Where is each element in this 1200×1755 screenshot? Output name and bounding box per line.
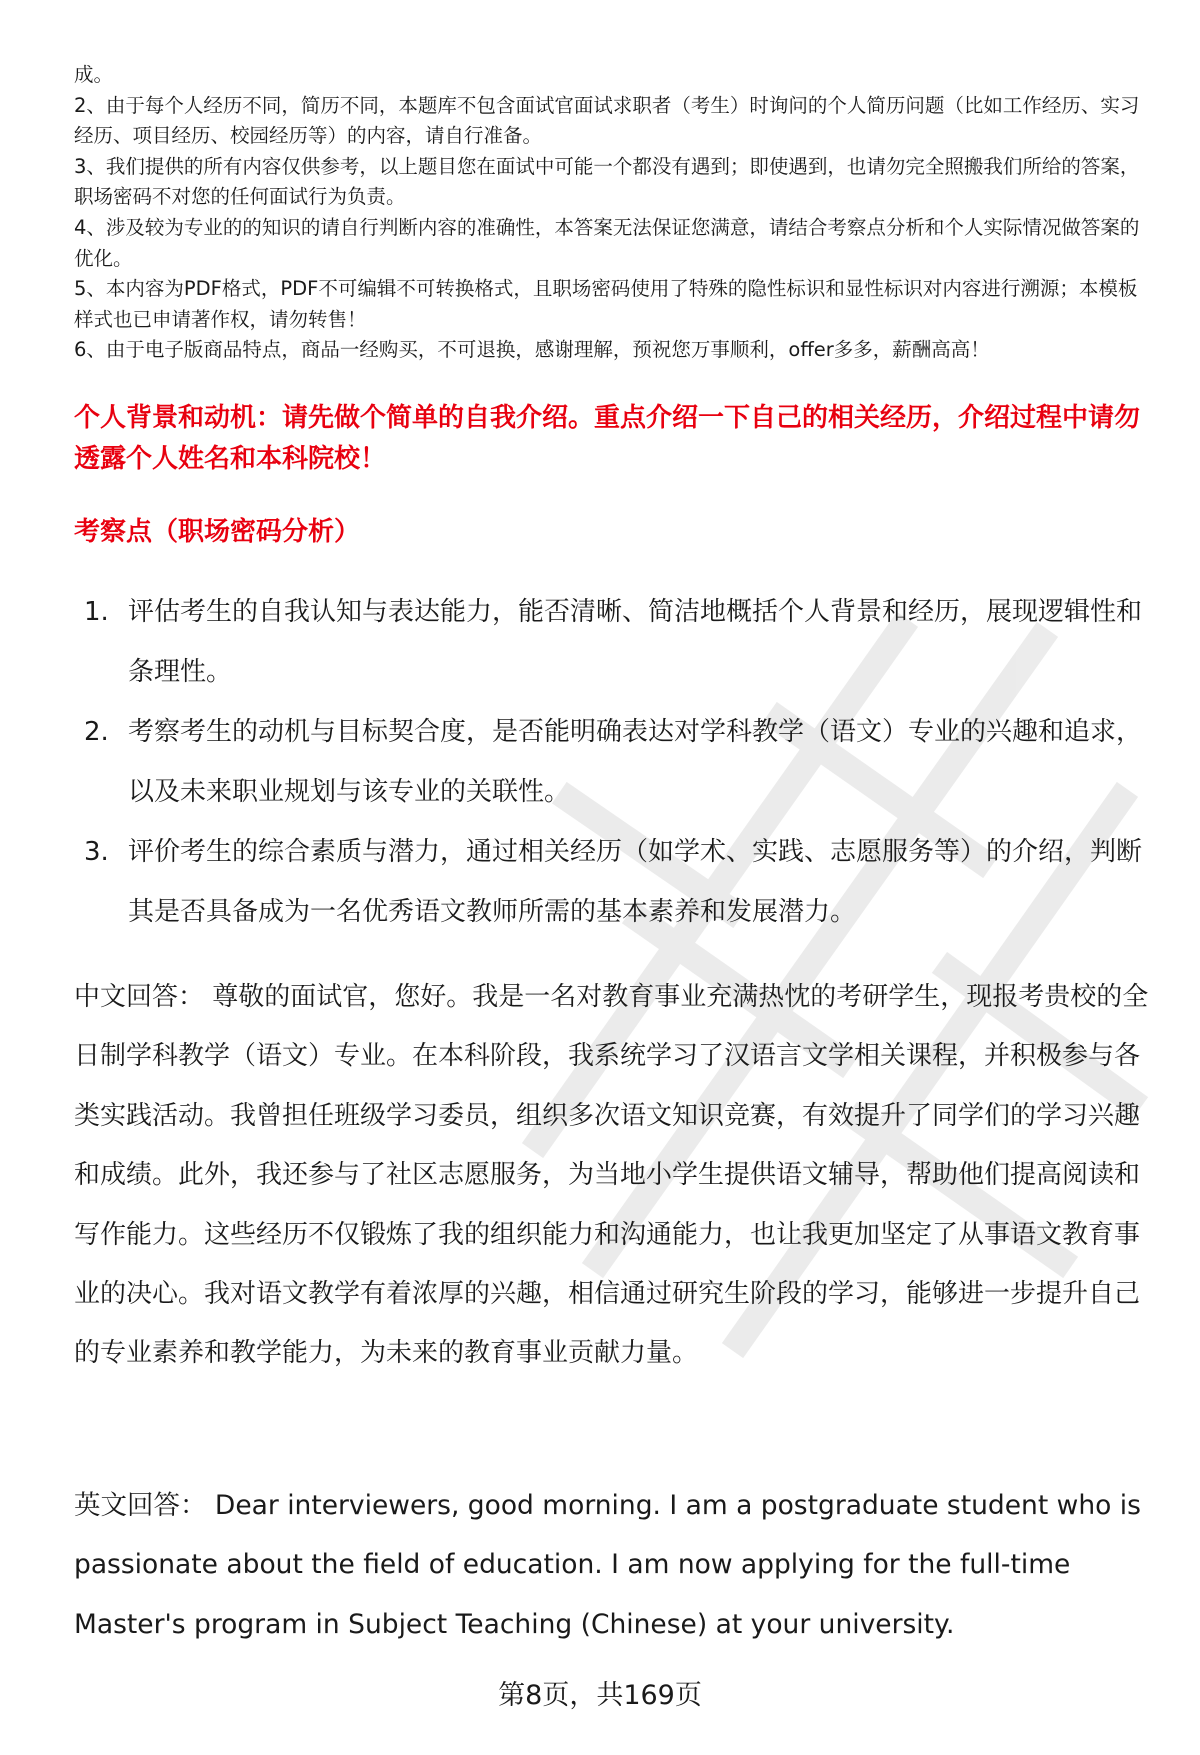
point-text: 评估考生的自我认知与表达能力，能否清晰、简洁地概括个人背景和经历，展现逻辑性和条理性。	[128, 597, 1143, 687]
note-continuation: 成。	[74, 63, 114, 86]
point-text: 考察考生的动机与目标契合度，是否能明确表达对学科教学（语文）专业的兴趣和追求，以及未来职业规划与该专业的关联性。	[128, 717, 1143, 807]
page-number-footer: 第8页，共169页	[498, 1680, 702, 1711]
point-text: 评价考生的综合素质与潜力，通过相关经历（如学术、实践、志愿服务等）的介绍，判断其是否具备成为一名优秀语文教师所需的基本素养和发展潜力。	[128, 837, 1143, 927]
note-item: 5、本内容为PDF格式，PDF不可编辑不可转换格式，且职场密码使用了特殊的隐性标识和显性标识对内容进行溯源；本模板样式也已申请著作权，请勿转售！	[74, 277, 1138, 331]
note-item: 4、涉及较为专业的的知识的请自行判断内容的准确性，本答案无法保证您满意，请结合考察点分析和个人实际情况做答案的优化。	[74, 215, 1140, 270]
note-item: 3、我们提供的所有内容仅供参考，以上题目您在面试中可能一个都没有遇到；即使遇到，也请勿完全照搬我们所给的答案，职场密码不对您的任何面试行为负责。	[74, 154, 1140, 209]
point-number: 1.	[84, 597, 109, 627]
analysis-point	[74, 702, 1154, 822]
interview-question: 个人背景和动机：请先做个简单的自我介绍。重点介绍一下自己的相关经历，介绍过程中请勿透露个人姓名和本科院校！	[74, 403, 1141, 474]
analysis-points-list	[74, 582, 1154, 942]
point-number: 2.	[84, 717, 109, 747]
point-number: 3.	[84, 837, 109, 867]
chinese-answer: 中文回答： 尊敬的面试官，您好。我是一名对教育事业充满热忱的考研学生，现报考贵校的全日制学科教学（语文）专业。在本科阶段，我系统学习了汉语言文学相关课程，并积极参与各类实践活动。我曾担任班级学习委员，组织多次语文知识竞赛，有效提升了同学们的学习兴趣和成绩。此外，我还参与了社区志愿服务，为当地小学生提供语文辅导，帮助他们提高阅读和写作能力。这些经历不仅锻炼了我的组织能力和沟通能力，也让我更加坚定了从事语文教育事业的决心。我对语文教学有着浓厚的兴趣，相信通过研究生阶段的学习，能够进一步提升自己的专业素养和教学能力，为未来的教育事业贡献力量。	[74, 982, 1149, 1369]
notes-section	[74, 60, 1154, 366]
note-item: 6、由于电子版商品特点，商品一经购买，不可退换，感谢理解，预祝您万事顺利，offer多多，薪酬高高！	[74, 338, 990, 362]
english-answer: 英文回答： Dear interviewers, good morning. I am a postgraduate student who is passionate about the field of education. I am now applying for the full-time Master's program in Subject Teaching (Chinese) at your university.	[74, 1490, 1141, 1640]
analysis-point	[74, 582, 1154, 702]
analysis-point	[74, 822, 1154, 942]
note-item: 2、由于每个人经历不同，简历不同，本题库不包含面试官面试求职者（考生）时询问的个人简历问题（比如工作经历、实习经历、项目经历、校园经历等）的内容，请自行准备。	[74, 93, 1140, 148]
analysis-section-title: 考察点（职场密码分析）	[74, 517, 361, 547]
